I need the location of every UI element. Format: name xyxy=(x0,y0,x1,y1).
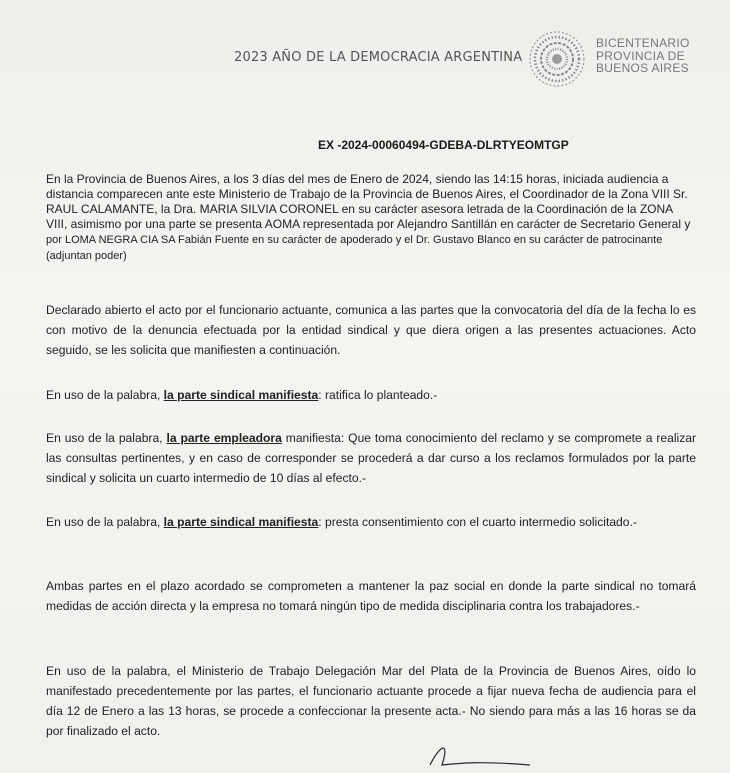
paragraph-union-statement-1 xyxy=(46,387,696,405)
text: : presta consentimiento con el cuarto intermedio solicitado.- xyxy=(318,515,637,529)
underlined-party: la parte empleadora xyxy=(166,431,282,445)
paragraph-union-statement-2 xyxy=(46,512,696,532)
opening-text-company: por LOMA NEGRA CIA SA Fabián Fuente en su carácter de apoderado y el Dr. Gustavo Blanco en su carácter de patrocinante (adjuntan poder) xyxy=(46,234,663,262)
bicentenario-label xyxy=(596,37,690,75)
text: : ratifica lo planteado.- xyxy=(318,388,438,402)
text: En uso de la palabra, xyxy=(46,431,167,445)
year-motto: 2023 AÑO DE LA DEMOCRACIA ARGENTINA xyxy=(234,50,523,65)
bicentenario-line: PROVINCIA DE xyxy=(596,48,685,63)
paragraph-employer-statement xyxy=(46,428,696,488)
text: En uso de la palabra, xyxy=(46,388,164,402)
text: manifiesta: Que toma conocimiento del reclamo y se compromete a realizar las consultas pertinentes, y en caso de corresponder se procederá a dar curso a los reclamos formulados por la parte sindical y solicita un cuarto intermedio de 10 días al efecto.- xyxy=(46,431,696,485)
letterhead xyxy=(0,28,730,98)
underlined-party: la parte sindical manifiesta xyxy=(163,515,319,529)
opening-text: En la Provincia de Buenos Aires, a los 3 días del mes de Enero de 2024, siendo las 14:15 horas, iniciada audiencia a distancia comparecen ante este Ministerio de Trabajo de la Provincia de Buenos Aires, el Coordinador de la Zona VIII Sr. RAUL CALAMANTE, la Dra. MARIA SILVIA CORONEL en su carácter asesora letrada de la Coordinación de la ZONA VIII, asimismo por una parte se presenta AOMA representada por Alejandro Santillán en carácter de Secretario General y xyxy=(46,172,691,231)
bicentenario-seal-logo xyxy=(526,28,588,90)
paragraph-declaration: Declarado abierto el acto por el funcionario actuante, comunica a las partes que la convocatoria del día de la fecha lo es con motivo de la denuncia efectuada por la entidad sindical y que diera origen a las presentes actuaciones. Acto seguido, se les solicita que manifiesten a continuación. xyxy=(46,303,696,357)
paragraph-closing: En uso de la palabra, el Ministerio de Trabajo Delegación Mar del Plata de la Provincia de Buenos Aires, oído lo manifestado precedentemente por las partes, el funcionario actuante procede a fijar nueva fecha de audiencia para el día 12 de Enero a las 13 horas, se procede a confeccionar la presente acta.- No siendo para más a las 16 horas se da por finalizado el acto. xyxy=(46,664,696,738)
paragraph-opening xyxy=(46,172,696,264)
signature-mark xyxy=(420,735,540,773)
text: En uso de la palabra, xyxy=(46,515,164,529)
file-number: EX -2024-00060494-GDEBA-DLRTYEOMTGP xyxy=(318,138,569,152)
bicentenario-line: BUENOS AIRES xyxy=(596,61,689,75)
underlined-party: la parte sindical manifiesta xyxy=(163,388,319,402)
paragraph-agreement: Ambas partes en el plazo acordado se comprometen a mantener la paz social en donde la parte sindical no tomará medidas de acción directa y la empresa no tomará ningún tipo de medida disciplinaria contra los trabajadores.- xyxy=(46,579,696,613)
bicentenario-line: BICENTENARIO xyxy=(596,36,690,50)
